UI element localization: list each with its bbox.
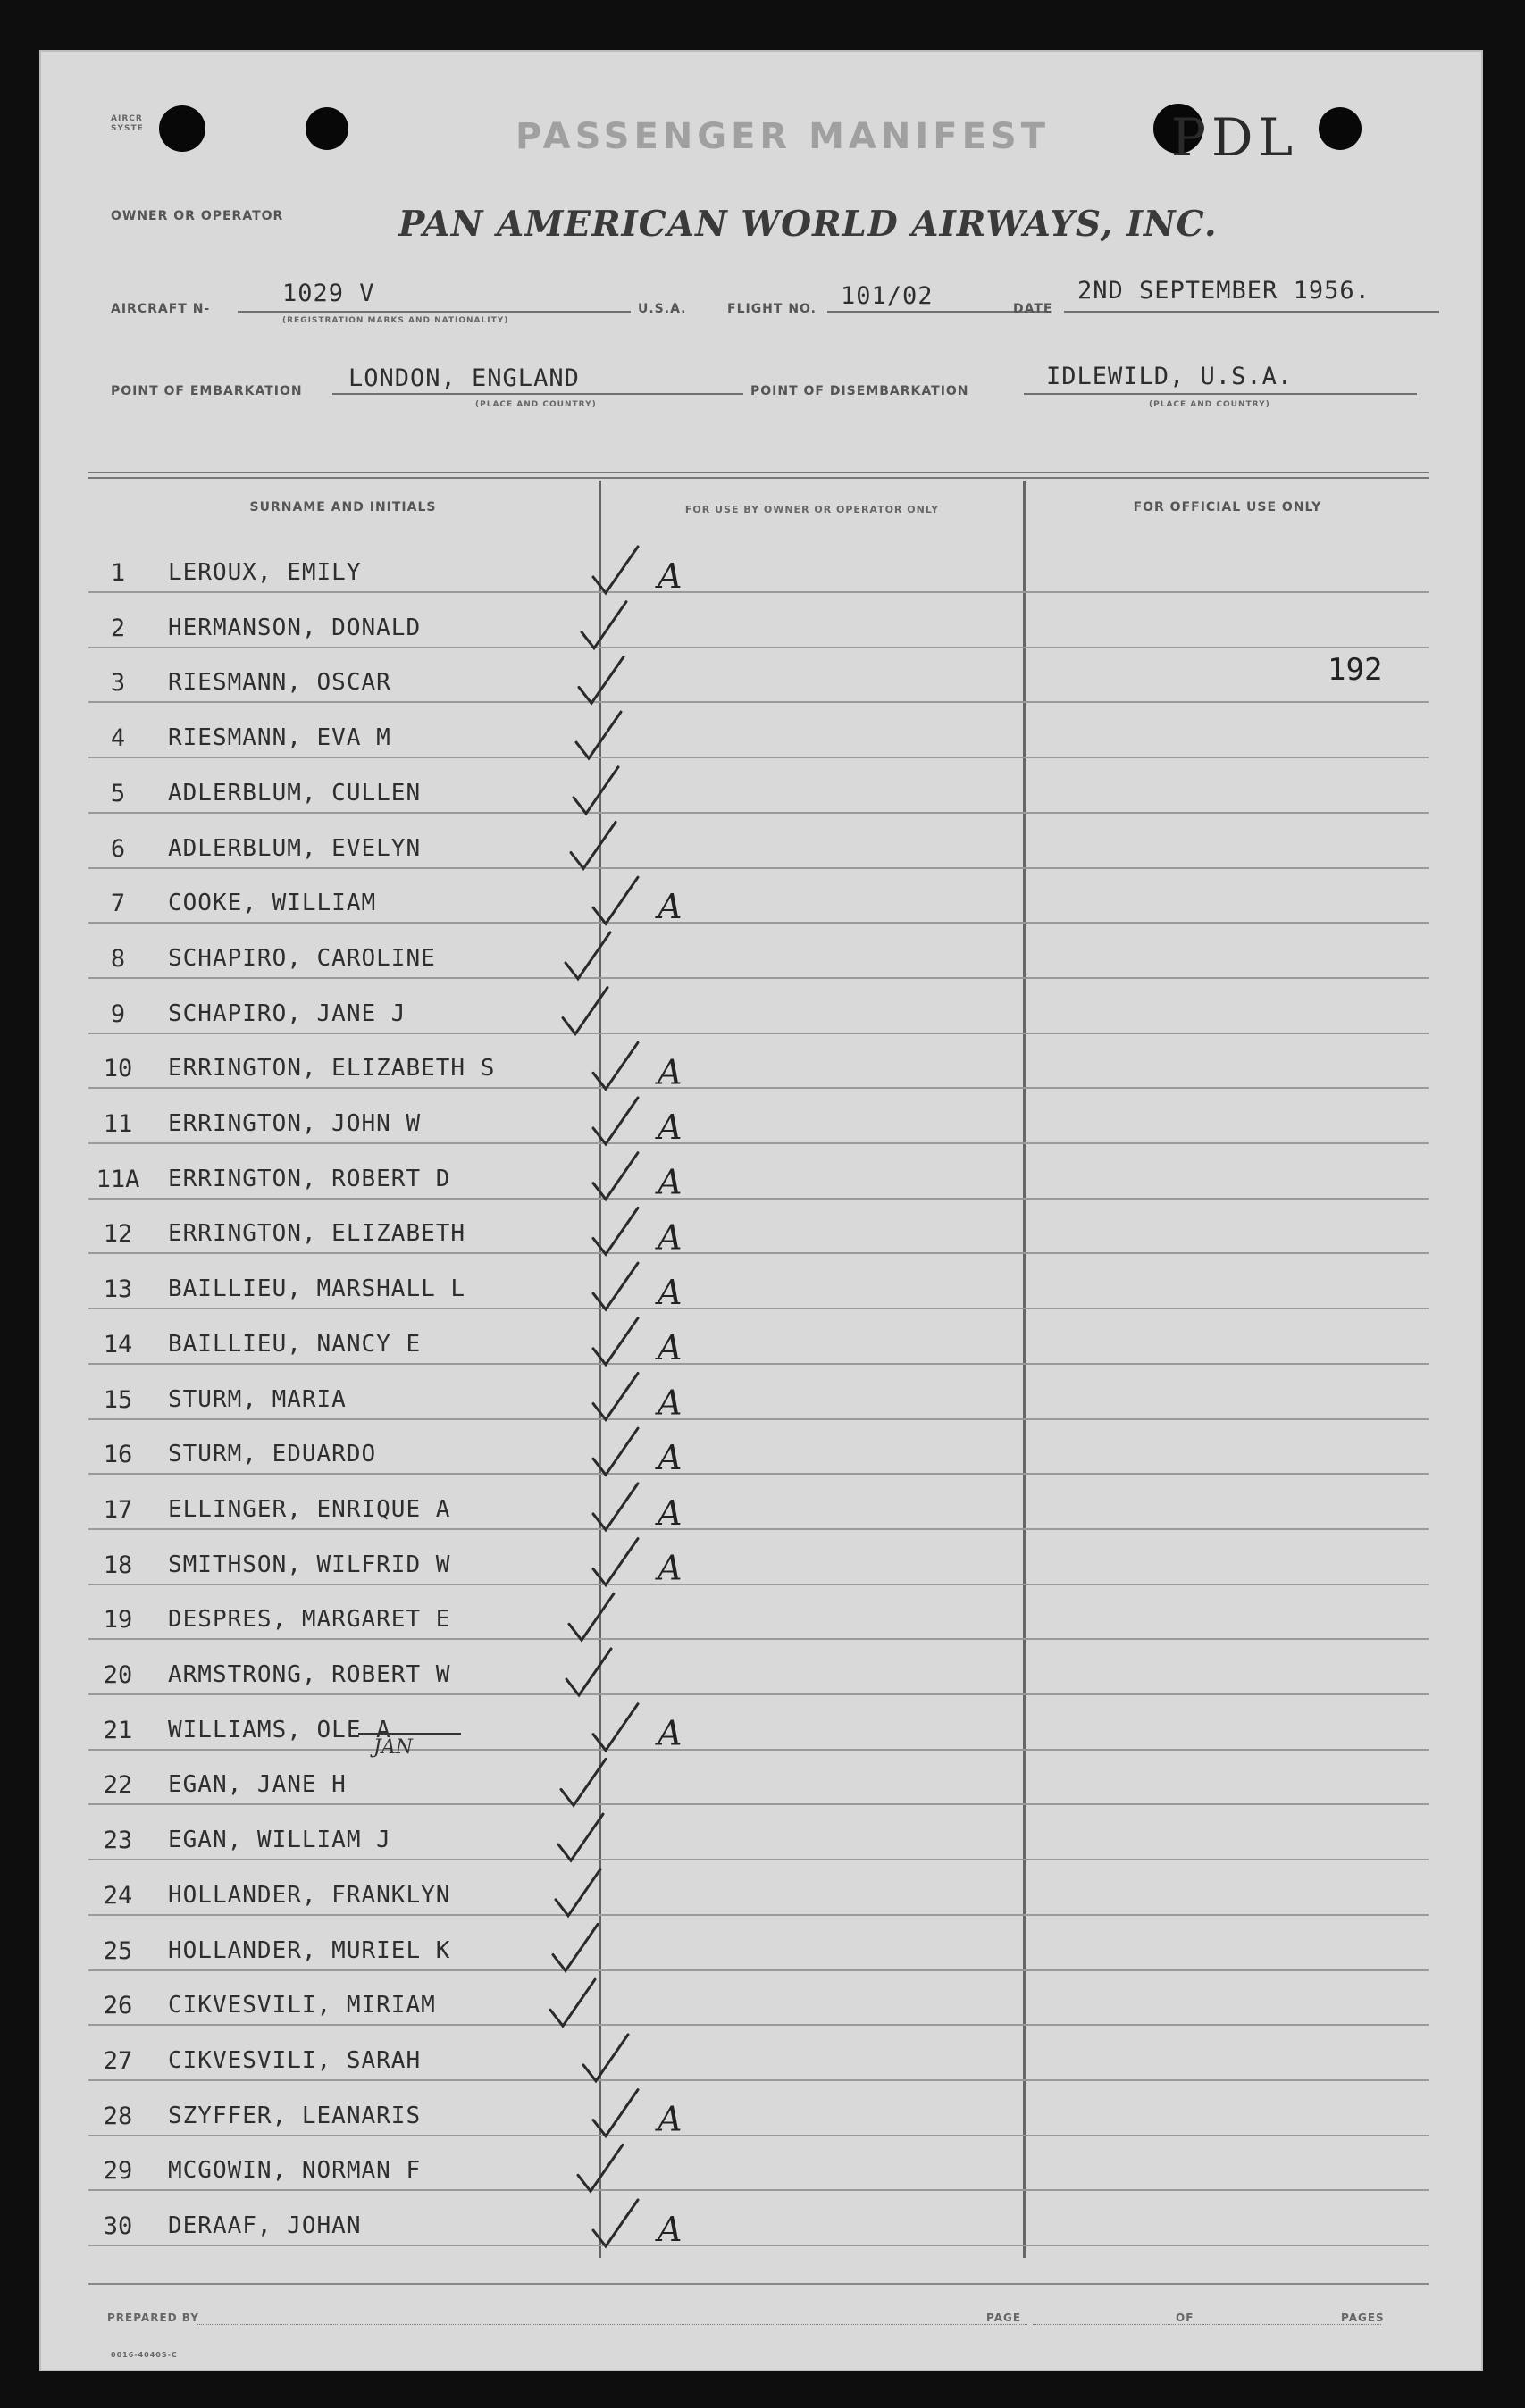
owner-label: OWNER OR OPERATOR: [111, 209, 284, 223]
column-header-name: SURNAME AND INITIALS: [249, 500, 437, 514]
operator-mark: A: [658, 1217, 683, 1258]
passenger-name: EGAN, JANE H: [168, 1771, 347, 1799]
page-title: PASSENGER MANIFEST: [515, 116, 1050, 157]
check-mark: [566, 1649, 611, 1695]
passenger-name: STURM, MARIA: [168, 1385, 347, 1413]
check-mark: [593, 1208, 638, 1254]
passenger-name: LEROUX, EMILY: [168, 559, 362, 586]
passenger-name: SCHAPIRO, CAROLINE: [168, 944, 436, 972]
check-mark: [593, 1539, 638, 1585]
passenger-number: 26: [103, 1992, 133, 2020]
operator-mark: A: [658, 2099, 683, 2139]
operator-mark: A: [658, 1162, 683, 1202]
check-mark: [579, 656, 624, 703]
check-mark: [558, 1814, 603, 1860]
passenger-number: 27: [103, 2046, 133, 2075]
check-mark: [571, 823, 616, 869]
aircraft-label: AIRCRAFT N-: [111, 302, 211, 316]
operator-mark: A: [658, 887, 683, 927]
passenger-name: BAILLIEU, NANCY E: [168, 1330, 422, 1358]
passenger-name: ARMSTRONG, ROBERT W: [168, 1661, 451, 1688]
check-mark: [593, 1042, 638, 1089]
passenger-name: CIKVESVILI, MIRIAM: [168, 1992, 436, 2019]
operator-mark: A: [658, 2210, 683, 2249]
passenger-name: HOLLANDER, FRANKLYN: [168, 1881, 451, 1909]
operator-mark: A: [658, 1273, 683, 1313]
name-correction: JAN: [373, 1735, 413, 1759]
official-annotation: 192: [1328, 652, 1383, 688]
registration-caption: (REGISTRATION MARKS AND NATIONALITY): [282, 316, 509, 325]
check-mark: [593, 2200, 638, 2246]
company-name: PAN AMERICAN WORLD AIRWAYS, INC.: [398, 204, 1218, 245]
form-code: 0016-4040S-C: [111, 2351, 178, 2359]
operator-mark: A: [658, 1327, 683, 1367]
passenger-name: ERRINGTON, ROBERT D: [168, 1165, 451, 1192]
check-mark: [578, 2145, 623, 2191]
check-mark: [556, 1869, 600, 1916]
passenger-name: CIKVESVILI, SARAH: [168, 2046, 422, 2074]
passenger-number: 11A: [96, 1165, 140, 1193]
passenger-number: 15: [103, 1385, 133, 1414]
passenger-number: 18: [103, 1551, 133, 1579]
check-mark: [583, 2035, 628, 2081]
passenger-number: 28: [103, 2102, 133, 2130]
passenger-number: 17: [103, 1495, 133, 1524]
embark-label: POINT OF EMBARKATION: [111, 384, 303, 398]
passenger-number: 13: [103, 1275, 133, 1304]
flight-value: 101/02: [841, 282, 934, 310]
passenger-name: ERRINGTON, JOHN W: [168, 1110, 422, 1137]
passenger-number: 14: [103, 1330, 133, 1359]
passenger-number: 5: [110, 779, 126, 807]
passenger-name: ADLERBLUM, EVELYN: [168, 834, 422, 862]
column-header-operator: FOR USE BY OWNER OR OPERATOR ONLY: [684, 504, 940, 515]
check-mark: [593, 1484, 638, 1530]
check-mark: [593, 877, 638, 924]
passenger-name: DERAAF, JOHAN: [168, 2212, 362, 2239]
passenger-number: 24: [103, 1881, 133, 1910]
check-mark: [563, 988, 607, 1034]
check-mark: [582, 602, 626, 648]
operator-mark: A: [658, 556, 683, 596]
passenger-name: WILLIAMS, OLE A: [168, 1716, 391, 1743]
passenger-number: 20: [103, 1661, 133, 1689]
pages-label: PAGES: [1341, 2312, 1385, 2324]
passenger-name: HOLLANDER, MURIEL K: [168, 1936, 451, 1964]
column-header-official: FOR OFFICIAL USE ONLY: [1133, 500, 1322, 514]
check-mark: [593, 547, 638, 593]
page-label: PAGE: [986, 2312, 1022, 2324]
check-mark: [569, 1593, 614, 1640]
check-mark: [593, 1098, 638, 1144]
embark-value: LONDON, ENGLAND: [348, 364, 580, 392]
passenger-number: 29: [103, 2157, 133, 2186]
passenger-number: 6: [110, 834, 126, 863]
passenger-name: COOKE, WILLIAM: [168, 890, 377, 917]
passenger-number: 1: [110, 559, 126, 587]
check-mark: [593, 1263, 638, 1309]
corner-text: AIRCR SYSTE: [111, 114, 144, 133]
passenger-name: DESPRES, MARGARET E: [168, 1606, 451, 1634]
check-marks: [41, 52, 1481, 2370]
check-mark: [574, 767, 618, 814]
passenger-name: SMITHSON, WILFRID W: [168, 1551, 451, 1578]
aircraft-value: 1029 V: [282, 280, 375, 307]
passenger-number: 11: [103, 1110, 133, 1138]
check-mark: [576, 712, 621, 758]
check-mark: [553, 1925, 598, 1971]
check-mark: [561, 1759, 606, 1805]
passenger-name: ADLERBLUM, CULLEN: [168, 779, 422, 807]
embark-caption: (PLACE AND COUNTRY): [475, 400, 597, 409]
passenger-number: 30: [103, 2212, 133, 2240]
passenger-number: 12: [103, 1220, 133, 1249]
passenger-number: 9: [110, 999, 126, 1028]
check-mark: [566, 932, 610, 979]
check-mark: [593, 1428, 638, 1475]
check-mark: [593, 1704, 638, 1751]
passenger-name: RIESMANN, OSCAR: [168, 669, 391, 697]
date-value: 2ND SEPTEMBER 1956.: [1077, 277, 1370, 305]
flight-label: FLIGHT NO.: [727, 302, 817, 316]
disembark-caption: (PLACE AND COUNTRY): [1149, 400, 1270, 409]
passenger-name: SCHAPIRO, JANE J: [168, 999, 406, 1027]
passenger-number: 8: [110, 944, 126, 973]
disembark-label: POINT OF DISEMBARKATION: [750, 384, 969, 398]
passenger-name: RIESMANN, EVA M: [168, 724, 391, 752]
operator-mark: A: [658, 1713, 683, 1753]
passenger-number: 21: [103, 1716, 133, 1744]
passenger-name: BAILLIEU, MARSHALL L: [168, 1275, 466, 1303]
passenger-number: 7: [110, 890, 126, 918]
manifest-sheet: [39, 50, 1483, 2371]
date-label: DATE: [1013, 302, 1053, 316]
check-mark: [593, 2090, 638, 2136]
operator-mark: A: [658, 1492, 683, 1533]
passenger-name: STURM, EDUARDO: [168, 1441, 377, 1468]
check-mark: [593, 1374, 638, 1420]
passenger-number: 19: [103, 1606, 133, 1635]
operator-mark: A: [658, 1383, 683, 1423]
handwritten-corner: PDL: [1171, 107, 1299, 168]
passenger-name: SZYFFER, LEANARIS: [168, 2102, 422, 2129]
passenger-name: ERRINGTON, ELIZABETH: [168, 1220, 466, 1248]
check-mark: [593, 1153, 638, 1200]
operator-mark: A: [658, 1438, 683, 1478]
check-mark: [593, 1318, 638, 1365]
passenger-number: 2: [110, 614, 126, 642]
passenger-number: 25: [103, 1936, 133, 1965]
operator-mark: A: [658, 1052, 683, 1092]
passenger-name: ERRINGTON, ELIZABETH S: [168, 1055, 496, 1083]
passenger-name: HERMANSON, DONALD: [168, 614, 422, 641]
passenger-number: 10: [103, 1055, 133, 1083]
passenger-name: ELLINGER, ENRIQUE A: [168, 1495, 451, 1523]
passenger-name: EGAN, WILLIAM J: [168, 1827, 391, 1854]
operator-mark: A: [658, 1108, 683, 1147]
usa-label: U.S.A.: [638, 302, 687, 316]
passenger-number: 3: [110, 669, 126, 698]
passenger-number: 23: [103, 1827, 133, 1855]
operator-mark: A: [658, 1548, 683, 1588]
prepared-label: PREPARED BY: [107, 2312, 199, 2324]
passenger-number: 22: [103, 1771, 133, 1800]
disembark-value: IDLEWILD, U.S.A.: [1046, 363, 1294, 390]
passenger-number: 4: [110, 724, 126, 753]
check-mark: [550, 1979, 595, 2026]
passenger-number: 16: [103, 1441, 133, 1469]
passenger-name: MCGOWIN, NORMAN F: [168, 2157, 422, 2185]
of-label: OF: [1176, 2312, 1194, 2324]
